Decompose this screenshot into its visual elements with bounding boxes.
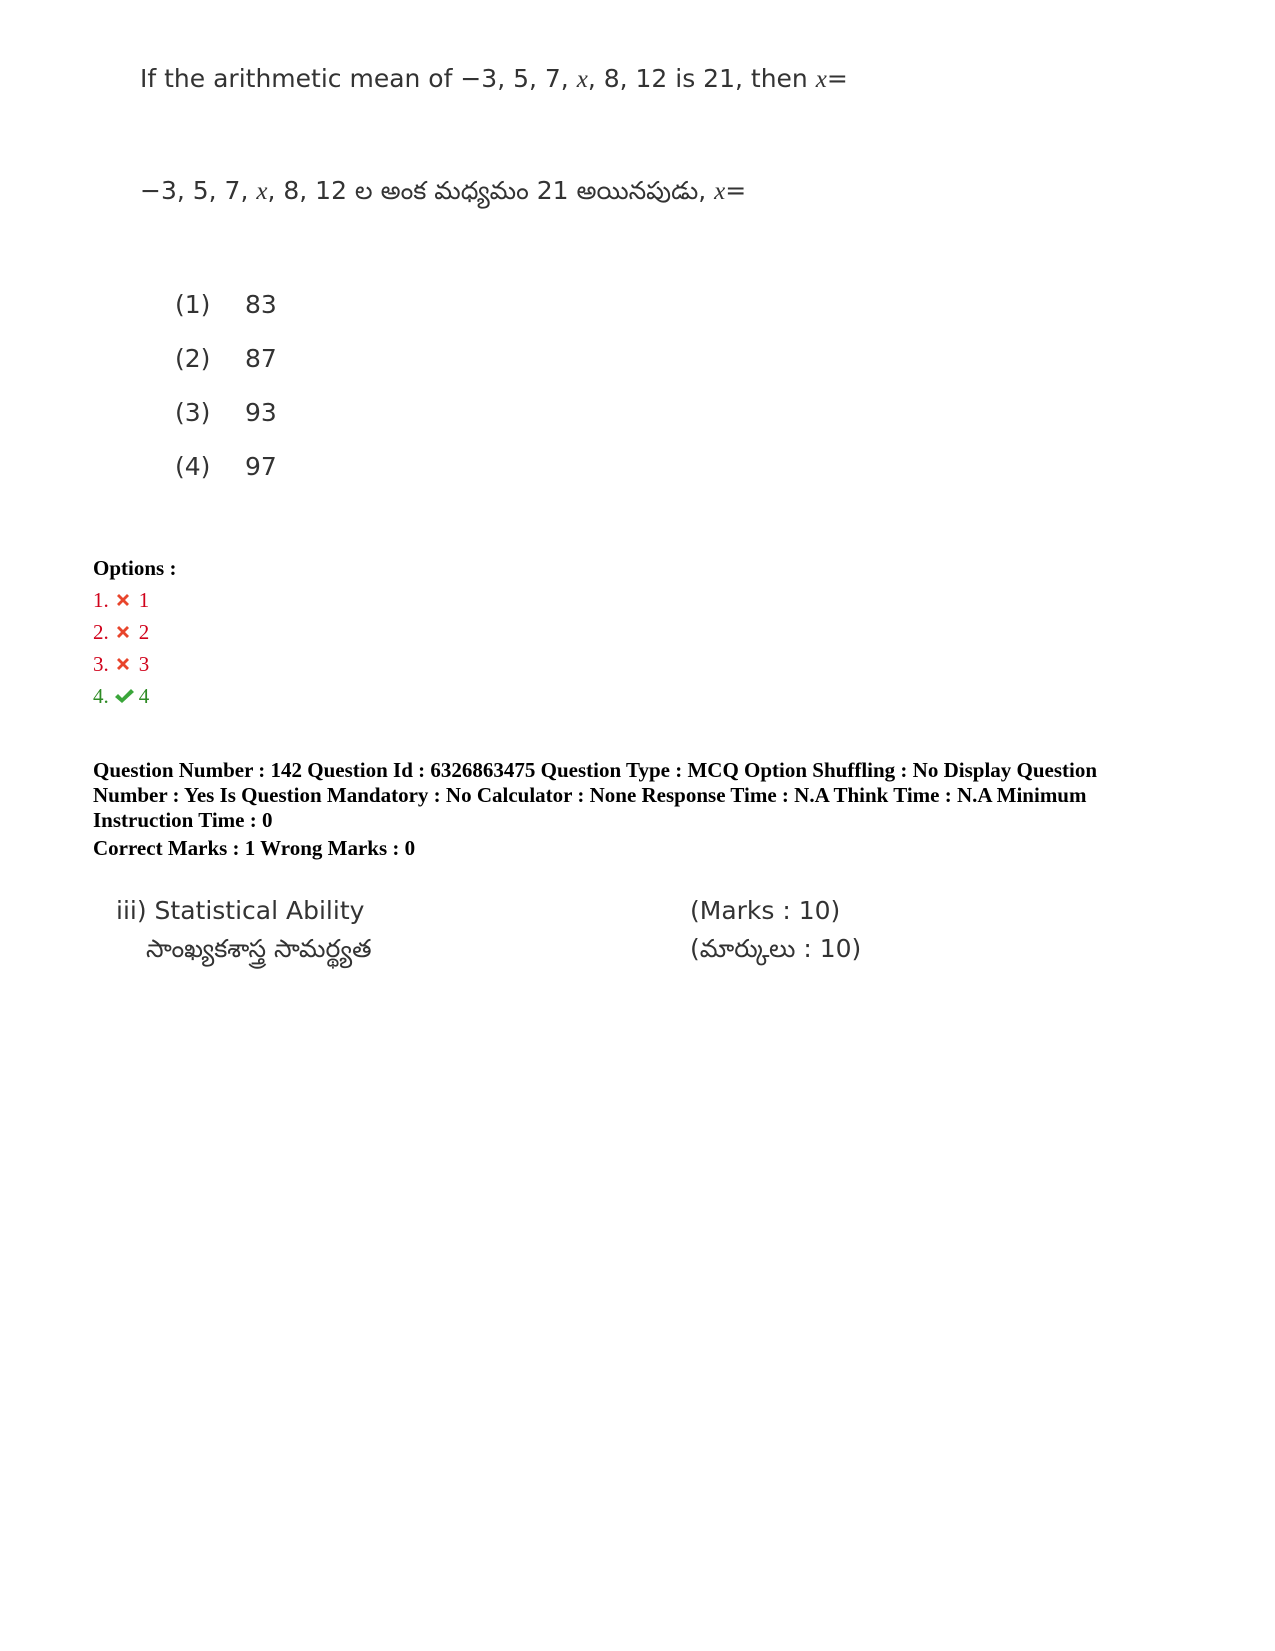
question-en-variable: x — [576, 66, 588, 93]
choice-3 — [175, 398, 375, 427]
option-1 — [93, 588, 149, 613]
option-3 — [93, 652, 149, 677]
cross-icon — [113, 654, 133, 674]
option-index: 4. — [93, 684, 109, 708]
option-index: 3. — [93, 652, 109, 676]
choice-value: 93 — [245, 398, 277, 427]
option-2 — [93, 620, 149, 645]
question-te-middle: , 8, 12 ల అంక మధ్యమం 21 అయినపుడు, — [267, 176, 715, 205]
choice-number: (2) — [175, 344, 211, 373]
question-te-suffix: = — [725, 176, 747, 205]
section-marks-telugu: (మార్కులు : 10) — [690, 934, 862, 963]
choice-4 — [175, 452, 375, 481]
question-en-middle: , 8, 12 is 21, then — [587, 64, 816, 93]
question-te-variable: x — [256, 178, 268, 205]
cross-icon — [113, 622, 133, 642]
question-text-english — [140, 64, 848, 94]
choice-number: (1) — [175, 290, 211, 319]
choice-value: 83 — [245, 290, 277, 319]
option-index: 2. — [93, 620, 109, 644]
question-metadata: Question Number : 142 Question Id : 6326863475 Question Type : MCQ Option Shuffling : No Display Question Number : Yes Is Question Mandatory : No Calculator : None Response Time : N.A Think Time : N.A Minimum Instruction Time : 0 — [93, 758, 1098, 832]
option-value: 2 — [138, 620, 150, 644]
question-en-variable: x — [815, 66, 827, 93]
question-text-telugu — [140, 176, 746, 212]
option-index: 1. — [93, 588, 109, 612]
choice-value: 87 — [245, 344, 277, 373]
section-marks-english: (Marks : 10) — [690, 896, 841, 925]
marks-info: Correct Marks : 1 Wrong Marks : 0 — [93, 836, 416, 860]
question-en-prefix: If the arithmetic mean of −3, 5, 7, — [140, 64, 577, 93]
question-te-prefix: −3, 5, 7, — [140, 176, 257, 205]
question-en-suffix: = — [826, 64, 848, 93]
choice-value: 97 — [245, 452, 277, 481]
check-icon — [113, 686, 133, 706]
options-label: Options : — [93, 556, 177, 580]
choice-number: (4) — [175, 452, 211, 481]
choice-number: (3) — [175, 398, 211, 427]
question-te-variable: x — [714, 178, 726, 205]
option-value: 4 — [138, 684, 150, 708]
choice-2 — [175, 344, 375, 373]
choice-1 — [175, 290, 375, 319]
cross-icon — [113, 590, 133, 610]
section-title-telugu: సాంఖ్యకశాస్త్ర సామర్థ్యత — [146, 934, 372, 963]
option-value: 1 — [138, 588, 150, 612]
option-4 — [93, 684, 149, 709]
section-title-english: iii) Statistical Ability — [116, 896, 365, 925]
option-value: 3 — [138, 652, 150, 676]
